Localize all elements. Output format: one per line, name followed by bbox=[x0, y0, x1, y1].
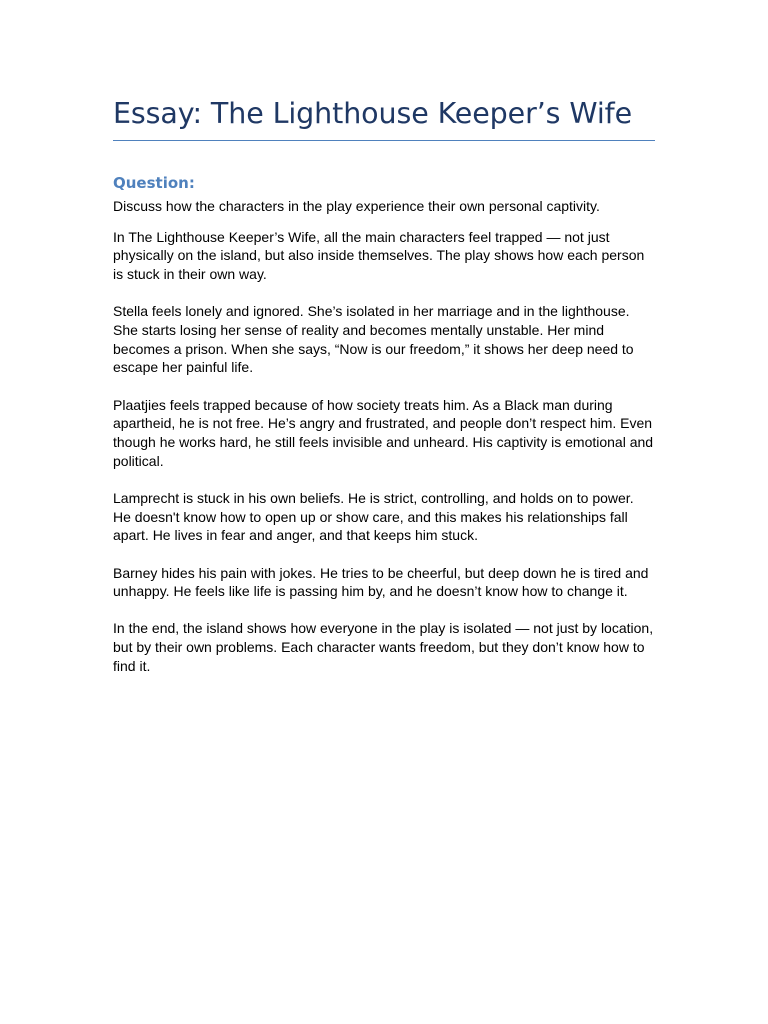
document-page bbox=[113, 94, 655, 676]
paragraph-barney: Barney hides his pain with jokes. He tries to be cheerful, but deep down he is tired and unhappy. He feels like life is passing him by, and he doesn’t know how to change it. bbox=[113, 564, 649, 600]
title-underline bbox=[113, 140, 655, 141]
question-text: Discuss how the characters in the play experience their own personal captivity. bbox=[113, 198, 600, 214]
paragraph-intro: In The Lighthouse Keeper’s Wife, all the main characters feel trapped — not just physically on the island, but also inside themselves. The play shows how each person is stuck in their own way. bbox=[113, 228, 645, 283]
paragraph-plaatjies: Plaatjies feels trapped because of how society treats him. As a Black man during apartheid, he is not free. He’s angry and frustrated, and people don’t respect him. Even though he works hard, he still feels invisible and unheard. His captivity is emotional and political. bbox=[113, 396, 654, 469]
document-title: Essay: The Lighthouse Keeper’s Wife bbox=[113, 97, 633, 130]
question-heading: Question: bbox=[113, 174, 195, 192]
paragraph-conclusion: In the end, the island shows how everyone in the play is isolated — not just by location, but by their own problems. Each character wants freedom, but they don’t know how to find it. bbox=[113, 620, 654, 674]
paragraph-lamprecht: Lamprecht is stuck in his own beliefs. He is strict, controlling, and holds on to power. He doesn't know how to open up or show care, and this makes his relationships fall apart. He lives in fear and anger, and that keeps him stuck. bbox=[113, 489, 634, 544]
paragraph-stella: Stella feels lonely and ignored. She’s isolated in her marriage and in the lighthouse. She starts losing her sense of reality and becomes mentally unstable. Her mind becomes a prison. When she says, “Now is our freedom,” it shows her deep need to escape her painful life. bbox=[113, 303, 634, 376]
